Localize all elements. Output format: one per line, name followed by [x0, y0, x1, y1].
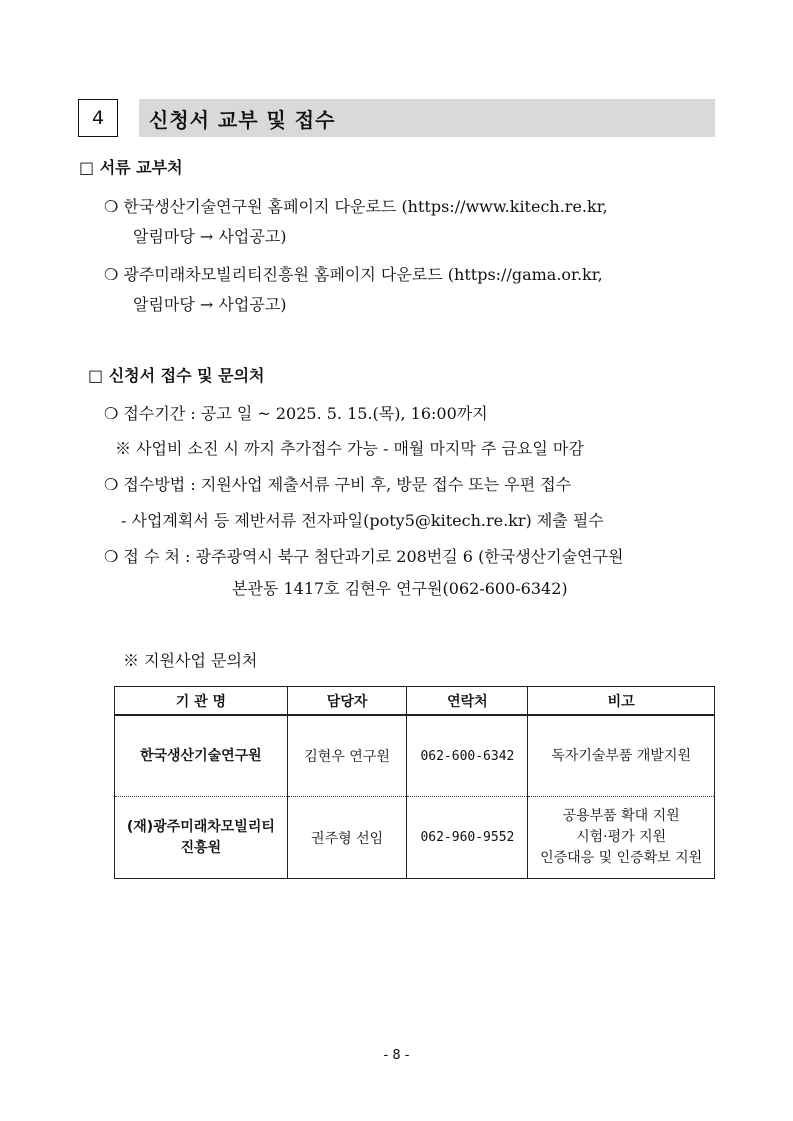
org-name [115, 797, 288, 879]
contact-phone: 062-960-9552 [407, 797, 528, 879]
note-line: 공용부품 확대 지원 [562, 808, 680, 824]
section-title: 신청서 교부 및 접수 [149, 108, 336, 132]
table-header-row [115, 687, 715, 716]
contact-person: 김현우 연구원 [287, 715, 407, 797]
notes [528, 797, 715, 879]
reception-heading: □ 신청서 접수 및 문의처 [88, 366, 265, 385]
table-row [115, 797, 715, 879]
org-name: 한국생산기술연구원 [115, 715, 288, 797]
distribution-item-2-line2: 알림마당 → 사업공고) [133, 295, 287, 314]
distribution-item-1-line1: ❍ 한국생산기술연구원 홈페이지 다운로드 (https://www.kitech.re.kr, [104, 197, 608, 216]
reception-period-note: ※ 사업비 소진 시 까지 추가접수 가능 - 매월 마지막 주 금요일 마감 [115, 439, 584, 458]
distribution-item-2-line1: ❍ 광주미래차모빌리티진흥원 홈페이지 다운로드 (https://gama.or.kr, [104, 265, 603, 284]
distribution-heading: □ 서류 교부처 [79, 158, 183, 177]
header-person: 담당자 [287, 687, 407, 716]
note-line: 독자기술부품 개발지원 [551, 747, 691, 764]
distribution-item-1-line2: 알림마당 → 사업공고) [133, 227, 287, 246]
note-line: 시험·평가 지원 [576, 829, 667, 845]
inquiry-table [114, 686, 715, 879]
table-row [115, 715, 715, 797]
page-number: - 8 - [383, 1048, 410, 1063]
note-line: 인증대응 및 인증확보 지원 [540, 850, 703, 866]
section-number: 4 [78, 99, 118, 137]
notes [528, 715, 715, 797]
org-name-line1: (재)광주미래차모빌리티 [126, 818, 275, 835]
reception-period: ❍ 접수기간 : 공고 일 ~ 2025. 5. 15.(목), 16:00까지 [104, 404, 488, 423]
org-name-line2: 진흥원 [180, 839, 222, 856]
inquiry-caption: ※ 지원사업 문의처 [123, 651, 258, 670]
header-phone: 연락처 [407, 687, 528, 716]
header-org: 기 관 명 [115, 687, 288, 716]
contact-person: 권주형 선임 [287, 797, 407, 879]
header-notes: 비고 [528, 687, 715, 716]
reception-place-line2: 본관동 1417호 김현우 연구원(062-600-6342) [232, 579, 568, 598]
reception-place-line1: ❍ 접 수 처 : 광주광역시 북구 첨단과기로 208번길 6 (한국생산기술연구원 [104, 547, 624, 566]
reception-method-note: - 사업계획서 등 제반서류 전자파일(poty5@kitech.re.kr) 제출 필수 [121, 511, 604, 530]
reception-method: ❍ 접수방법 : 지원사업 제출서류 구비 후, 방문 접수 또는 우편 접수 [104, 475, 572, 494]
contact-phone: 062-600-6342 [407, 715, 528, 797]
